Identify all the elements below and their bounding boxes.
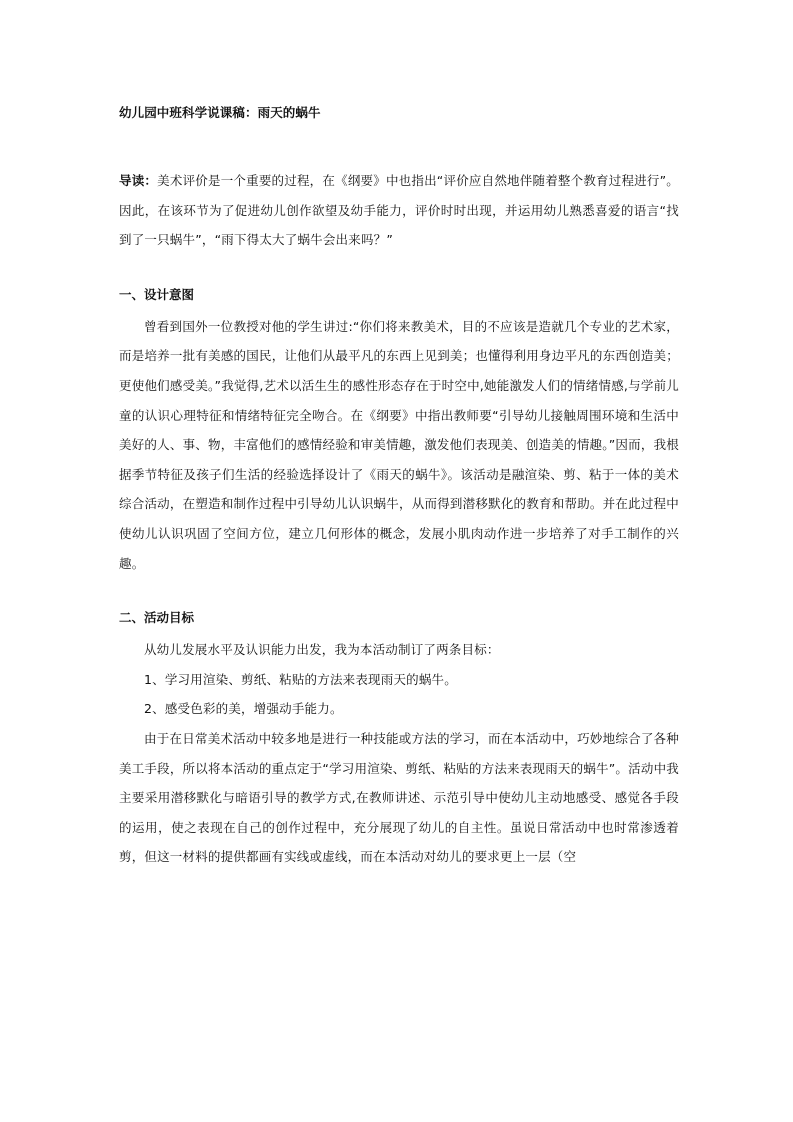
intro-text: 美术评价是一个重要的过程，在《纲要》中也指出“评价应自然地伴随着整个教育过程进行”。因此，在该环节为了促进幼儿创作欲望及幼手能力，评价时时出现，并运用幼儿熟悉喜爱的语言“找到了一只蜗牛”，“雨下得太大了蜗牛会出来吗？”	[119, 173, 679, 248]
activity-goals-paragraph: 由于在日常美术活动中较多地是进行一种技能或方法的学习，而在本活动中，巧妙地综合了各种美工手段，所以将本活动的重点定于“学习用渲染、剪纸、粘贴的方法来表现雨天的蜗牛”。活动中我主要采用潜移默化与暗语引导的教学方式,在教师讲述、示范引导中使幼儿主动地感受、感觉各手段的运用，使之表现在自己的创作过程中，充分展现了幼儿的自主性。虽说日常活动中也时常渗透着剪，但这一材料的提供都画有实线或虚线，而在本活动对幼儿的要求更上一层（空	[119, 730, 679, 865]
design-intent-paragraph: 曾看到国外一位教授对他的学生讲过:“你们将来教美术，目的不应该是造就几个专业的艺术家，而是培养一批有美感的国民，让他们从最平凡的东西上见到美；也懂得利用身边平凡的东西创造美；更使他们感受美。”我觉得,艺术以活生生的感性形态存在于时空中,她能激发人们的情绪情感,与学前儿童的认识心理特征和情绪特征完全吻合。在《纲要》中指出教师要“引导幼儿接触周围环境和生活中美好的人、事、物，丰富他们的感情经验和审美情趣，激发他们表现美、创造美的情趣。”因而，我根据季节特征及孩子们生活的经验选择设计了《雨天的蜗牛》。该活动是融渲染、剪、粘于一体的美术综合活动，在塑造和制作过程中引导幼儿认识蜗牛，从而得到潜移默化的教育和帮助。并在此过程中使幼儿认识巩固了空间方位，建立几何形体的概念，发展小肌肉动作进一步培养了对手工制作的兴趣。	[119, 318, 679, 571]
document-title: 幼儿园中班科学说课稿：雨天的蜗牛	[119, 105, 321, 120]
activity-goal-item: 2、感受色彩的美，增强动手能力。	[144, 701, 343, 717]
activity-goals-lead: 从幼儿发展水平及认识能力出发，我为本活动制订了两条目标：	[144, 642, 500, 658]
intro-paragraph	[119, 166, 679, 255]
section-heading-activity-goals: 二、活动目标	[119, 610, 195, 626]
section-heading-design-intent: 一、设计意图	[119, 286, 195, 302]
document-content	[119, 103, 679, 872]
activity-goal-item: 1、学习用渲染、剪纸、粘贴的方法来表现雨天的蜗牛。	[144, 671, 457, 687]
intro-label: 导读：	[119, 173, 158, 188]
